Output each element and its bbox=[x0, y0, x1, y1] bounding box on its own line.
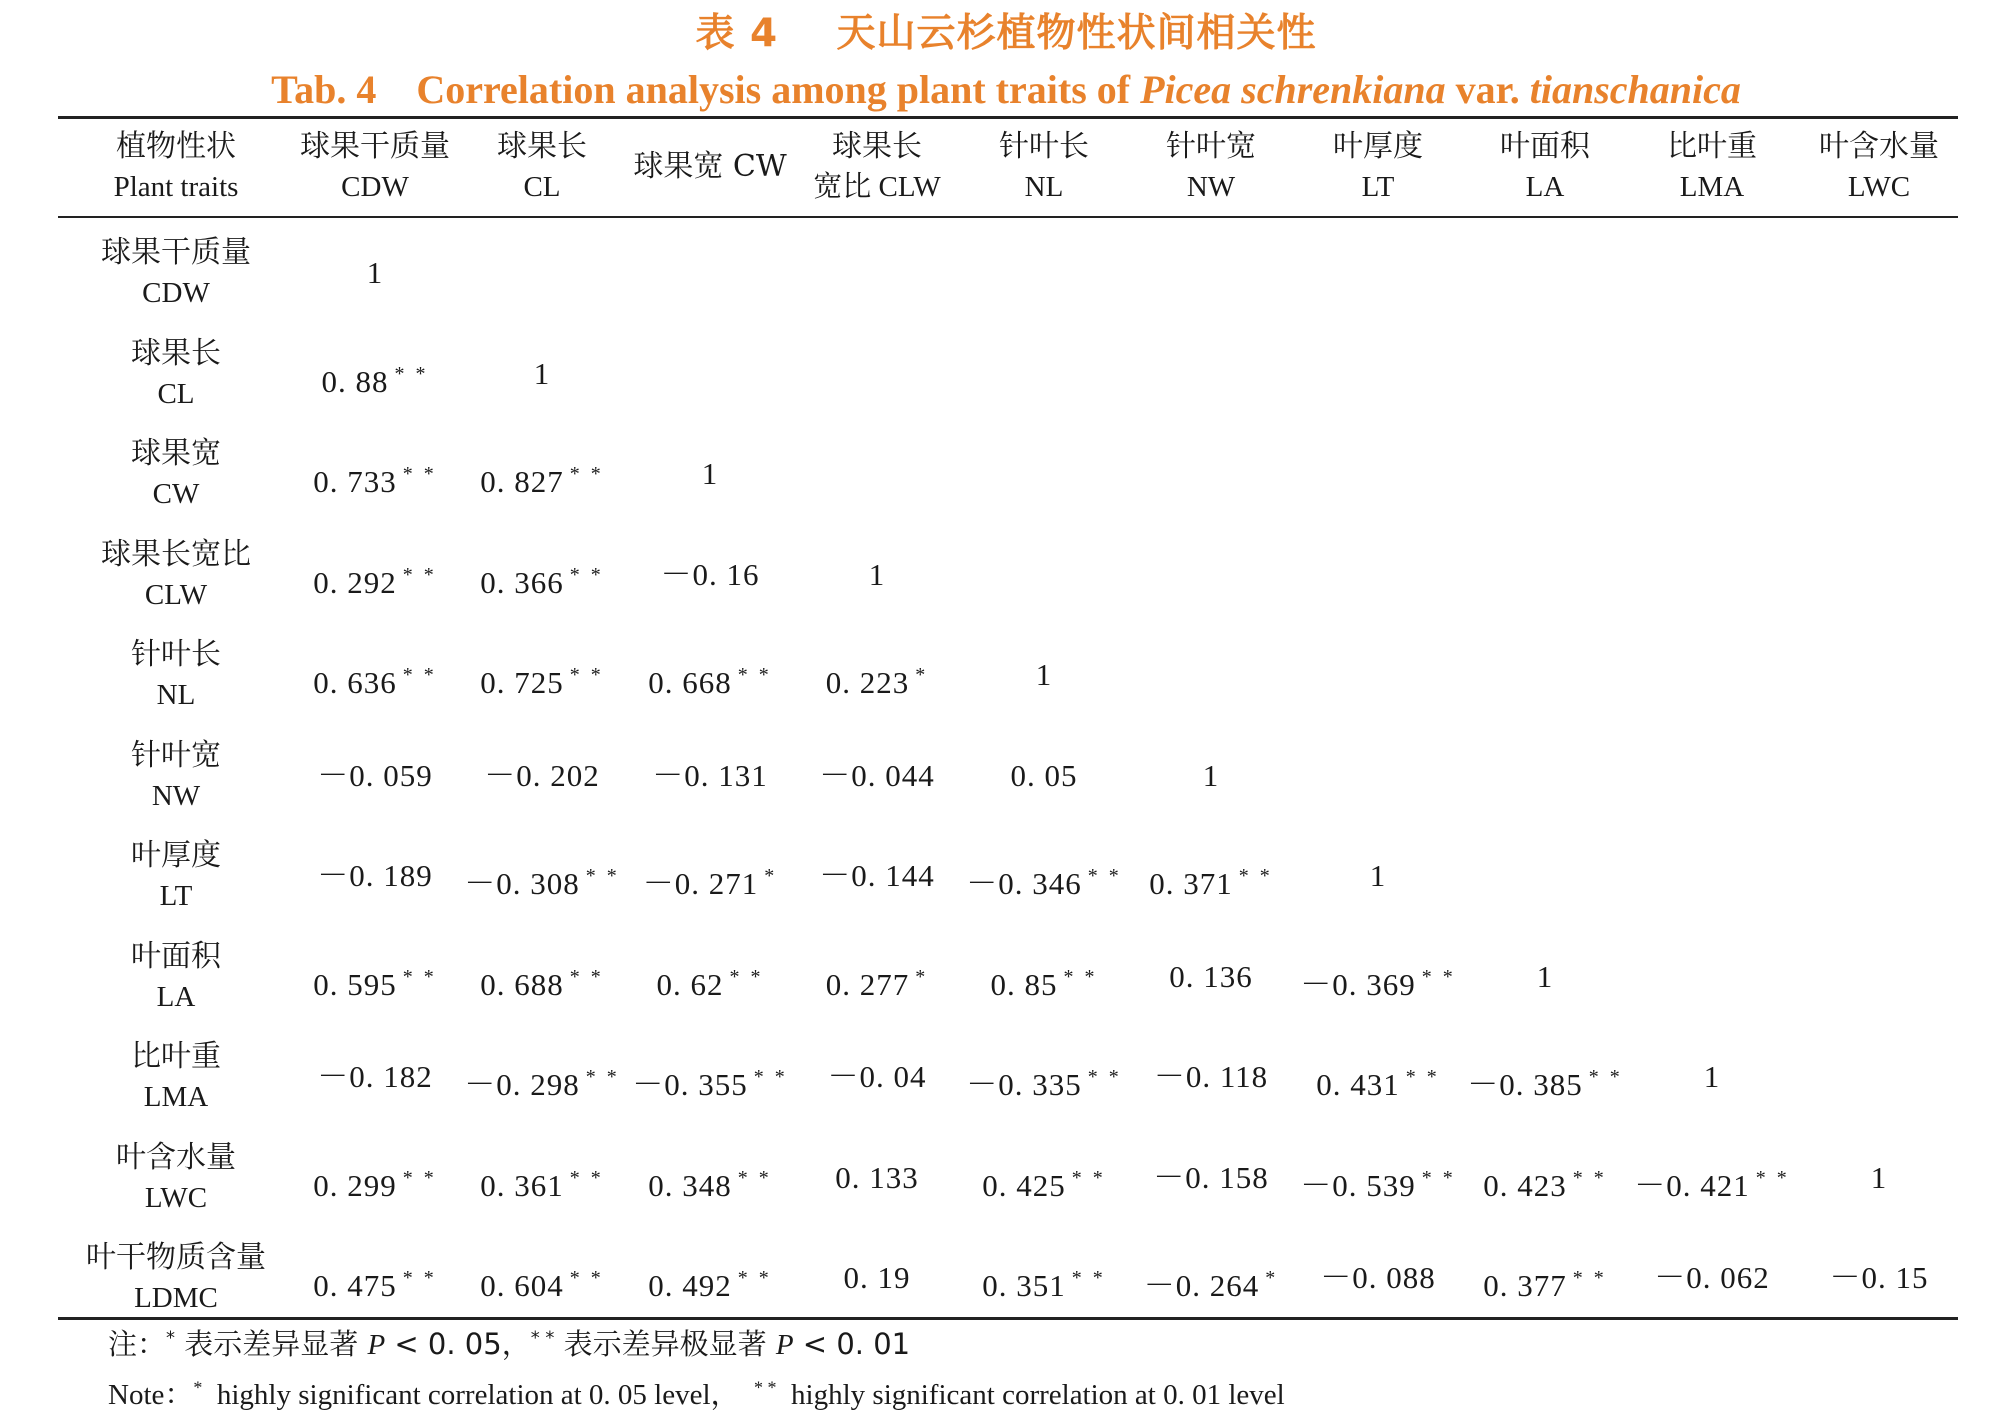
table-cell bbox=[1467, 1057, 1623, 1102]
cell-value: －0. 264 bbox=[1143, 1268, 1260, 1303]
row-label-en: LWC bbox=[144, 1181, 208, 1214]
column-header bbox=[633, 126, 786, 208]
row-label-cn: 针叶宽 bbox=[131, 737, 221, 773]
cell-value: －0. 189 bbox=[317, 858, 433, 893]
table-cell bbox=[1149, 856, 1273, 901]
column-header bbox=[497, 126, 587, 208]
table-cell bbox=[661, 555, 760, 595]
table-cell bbox=[990, 957, 1098, 1002]
cell-value: 0. 05 bbox=[1010, 757, 1078, 793]
table-cell bbox=[367, 253, 384, 293]
cell-value: 0. 136 bbox=[1169, 958, 1253, 994]
significance-mark: * * bbox=[1071, 1166, 1106, 1189]
table-cell bbox=[1143, 1258, 1279, 1303]
cell-value: 0. 292 bbox=[313, 564, 397, 600]
column-header-cn: 叶厚度 bbox=[1333, 129, 1423, 164]
row-label-en: LA bbox=[156, 980, 196, 1013]
row-label-cn: 球果宽 bbox=[131, 436, 221, 471]
column-header-en: NW bbox=[1186, 171, 1236, 203]
table-cell bbox=[966, 856, 1122, 901]
column-header bbox=[1166, 126, 1256, 208]
cell-value: 1 bbox=[1870, 1159, 1888, 1195]
column-header-en: LMA bbox=[1679, 171, 1745, 203]
cell-value: 0. 133 bbox=[835, 1159, 919, 1195]
column-header-en: CL bbox=[523, 171, 561, 203]
cell-value: －0. 118 bbox=[1153, 1059, 1269, 1094]
cell-value: 0. 377 bbox=[1483, 1268, 1567, 1303]
significance-mark: * * bbox=[1421, 965, 1456, 988]
cell-value: 0. 351 bbox=[982, 1268, 1066, 1303]
title-en-var: var. bbox=[1445, 67, 1530, 112]
significance-mark: * * bbox=[402, 664, 437, 686]
table-cell bbox=[966, 1057, 1122, 1102]
table-cell bbox=[825, 957, 929, 1002]
cell-value: －0. 346 bbox=[966, 866, 1082, 901]
cell-value: 0. 431 bbox=[1316, 1067, 1400, 1102]
cell-value: －0. 088 bbox=[1320, 1260, 1436, 1295]
cell-value: 0. 366 bbox=[480, 564, 564, 600]
cell-value: 1 bbox=[1035, 657, 1053, 692]
table-cell bbox=[313, 555, 437, 600]
header-rule bbox=[58, 216, 1958, 218]
table-cell bbox=[648, 1258, 772, 1303]
significance-mark: * * bbox=[1071, 1267, 1106, 1289]
table-cell bbox=[869, 555, 886, 595]
row-label bbox=[61, 731, 291, 821]
cell-value: 0. 733 bbox=[313, 464, 397, 499]
significance-mark: * * bbox=[1063, 965, 1098, 988]
row-label bbox=[61, 1032, 291, 1122]
cell-value: －0. 421 bbox=[1634, 1167, 1750, 1203]
significance-mark: * * bbox=[569, 664, 604, 686]
column-header-cn: 针叶长 bbox=[999, 129, 1089, 164]
table-cell bbox=[1483, 1158, 1607, 1203]
table-title-en bbox=[0, 66, 2012, 113]
column-header bbox=[1819, 126, 1939, 208]
row-label-en: CW bbox=[152, 478, 200, 510]
table-cell bbox=[844, 1258, 911, 1298]
row-label-en: CL bbox=[157, 377, 195, 410]
header-label-en: Plant traits bbox=[113, 171, 239, 203]
table-cell bbox=[632, 1057, 788, 1102]
significance-mark: * * bbox=[1572, 1267, 1607, 1289]
significance-mark: * * bbox=[402, 463, 437, 485]
column-header-en: LWC bbox=[1847, 171, 1911, 203]
cell-value: －0. 059 bbox=[317, 757, 433, 793]
note-cn-text2: < 0. 05， bbox=[385, 1327, 531, 1361]
table-cell bbox=[317, 1057, 433, 1097]
significance-mark: * * bbox=[402, 563, 437, 586]
table-cell bbox=[1203, 756, 1220, 796]
table-cell bbox=[317, 856, 433, 896]
row-label bbox=[61, 429, 291, 519]
row-label-cn: 球果干质量 bbox=[101, 235, 251, 270]
note-cn-p1: P bbox=[367, 1329, 386, 1361]
note-cn-text1: 表示差异显著 bbox=[175, 1327, 368, 1361]
row-label bbox=[61, 1133, 291, 1223]
table-cell bbox=[1634, 1158, 1790, 1203]
column-header-cn: 叶含水量 bbox=[1819, 129, 1939, 164]
row-label-cn: 比叶重 bbox=[131, 1039, 221, 1074]
cell-value: －0. 131 bbox=[652, 757, 768, 793]
table-cell bbox=[648, 655, 772, 700]
table-cell bbox=[480, 555, 604, 600]
table-cell bbox=[652, 756, 768, 796]
cell-value: 1 bbox=[868, 556, 886, 592]
column-header-cn: 叶面积 bbox=[1500, 129, 1590, 164]
cell-value: 1 bbox=[1703, 1059, 1721, 1094]
cell-value: 1 bbox=[1536, 958, 1554, 994]
significance-mark: * * bbox=[1588, 1066, 1623, 1088]
row-label-cn: 叶干物质含量 bbox=[86, 1240, 266, 1275]
row-label-cn: 叶含水量 bbox=[116, 1139, 236, 1175]
table-cell bbox=[828, 1057, 927, 1097]
table-cell bbox=[1871, 1158, 1888, 1198]
cell-value: 0. 827 bbox=[480, 464, 564, 499]
row-label-en: LMA bbox=[143, 1081, 209, 1113]
significance-mark: * * bbox=[569, 1267, 604, 1289]
note-en-star1: * bbox=[193, 1377, 203, 1398]
table-cell bbox=[819, 756, 935, 796]
row-label-cn: 叶面积 bbox=[131, 938, 221, 974]
cell-value: －0. 539 bbox=[1300, 1167, 1416, 1203]
table-cell bbox=[317, 756, 433, 796]
header-plant-traits bbox=[114, 126, 239, 208]
column-header-en: NL bbox=[1024, 171, 1064, 203]
row-label bbox=[61, 530, 291, 620]
table-cell bbox=[480, 1158, 604, 1203]
note-en-prefix: Note： bbox=[108, 1379, 194, 1411]
column-header bbox=[999, 126, 1089, 208]
cell-value: 0. 725 bbox=[480, 665, 564, 700]
significance-mark: * * bbox=[1238, 865, 1273, 887]
table-cell bbox=[1036, 655, 1053, 695]
note-en-star2: * * bbox=[754, 1377, 777, 1398]
column-header-en: LA bbox=[1525, 171, 1565, 203]
note-cn-star2: * * bbox=[530, 1327, 555, 1349]
table-cell bbox=[480, 454, 604, 499]
column-header-en: LT bbox=[1361, 171, 1395, 203]
row-label-cn: 球果长 bbox=[131, 335, 221, 371]
row-label bbox=[61, 831, 291, 921]
bottom-rule bbox=[58, 1317, 1958, 1320]
column-header-cn: 球果长 bbox=[832, 129, 922, 164]
table-cell bbox=[1153, 1158, 1269, 1198]
row-label-en: LT bbox=[159, 880, 193, 912]
significance-mark: * bbox=[915, 664, 929, 686]
cell-value: 0. 595 bbox=[313, 966, 397, 1002]
table-cell bbox=[835, 1158, 919, 1198]
table-cell bbox=[1154, 1057, 1268, 1097]
cell-value: 0. 636 bbox=[313, 665, 397, 700]
cell-value: 0. 223 bbox=[825, 665, 910, 700]
table-cell bbox=[313, 957, 437, 1002]
significance-mark: * * bbox=[1405, 1066, 1440, 1088]
cell-value: 1 bbox=[1369, 858, 1387, 893]
significance-mark: * * bbox=[1087, 865, 1122, 887]
cell-value: －0. 385 bbox=[1467, 1067, 1583, 1102]
table-title-cn: 表 4 天山云杉植物性状间相关性 bbox=[695, 11, 1317, 56]
significance-mark: * * bbox=[585, 1066, 620, 1088]
row-label-en: NL bbox=[156, 679, 196, 711]
significance-mark: * bbox=[915, 965, 929, 988]
significance-mark: * * bbox=[402, 1267, 437, 1289]
significance-mark: * * bbox=[585, 865, 620, 887]
table-cell bbox=[480, 655, 604, 700]
significance-mark: * * bbox=[394, 362, 429, 385]
cell-value: －0. 369 bbox=[1300, 966, 1416, 1002]
table-cell bbox=[819, 856, 935, 896]
column-header-cn: 球果干质量 bbox=[300, 129, 450, 164]
row-label-en: CDW bbox=[142, 277, 210, 309]
column-header bbox=[1333, 126, 1423, 208]
row-label bbox=[61, 932, 291, 1022]
cell-value: 0. 277 bbox=[825, 966, 910, 1002]
cell-value: 0. 492 bbox=[648, 1268, 732, 1303]
cell-value: －0. 182 bbox=[317, 1059, 433, 1094]
table-cell bbox=[1537, 957, 1554, 997]
note-cn-prefix: 注： bbox=[108, 1327, 167, 1361]
cell-value: －0. 16 bbox=[660, 556, 760, 592]
table-cell bbox=[464, 1057, 620, 1102]
significance-mark: * * bbox=[737, 664, 772, 686]
row-label-cn: 球果长宽比 bbox=[101, 536, 251, 572]
note-cn-p2: P bbox=[775, 1329, 794, 1361]
table-cell bbox=[321, 354, 429, 399]
significance-mark: * * bbox=[569, 463, 604, 485]
table-cell bbox=[702, 454, 719, 494]
significance-mark: * bbox=[764, 865, 778, 887]
table-cell bbox=[313, 454, 437, 499]
cell-value: 0. 85 bbox=[990, 966, 1058, 1002]
cell-value: 0. 604 bbox=[480, 1268, 564, 1303]
cell-value: 0. 62 bbox=[656, 966, 724, 1002]
row-label-en: LDMC bbox=[134, 1282, 218, 1314]
table-cell bbox=[313, 1258, 437, 1303]
cell-value: －0. 298 bbox=[464, 1067, 580, 1102]
table-cell bbox=[464, 856, 620, 901]
significance-mark: * * bbox=[569, 1166, 604, 1189]
title-en-species: Picea schrenkiana bbox=[1140, 67, 1446, 112]
cell-value: 1 bbox=[366, 255, 384, 290]
cell-value: 0. 668 bbox=[648, 665, 732, 700]
cell-value: 1 bbox=[701, 456, 719, 491]
table-cell bbox=[648, 1158, 772, 1203]
note-cn-star1: * bbox=[166, 1327, 176, 1349]
significance-mark: * * bbox=[402, 965, 437, 988]
row-label-cn: 针叶长 bbox=[131, 637, 221, 672]
cell-value: 0. 425 bbox=[982, 1167, 1066, 1203]
table-cell bbox=[484, 756, 600, 796]
table-cell bbox=[1300, 1158, 1456, 1203]
cell-value: －0. 202 bbox=[484, 757, 600, 793]
significance-mark: * * bbox=[402, 1166, 437, 1189]
table-cell bbox=[642, 856, 778, 901]
table-cell bbox=[534, 354, 551, 394]
significance-mark: * * bbox=[1087, 1066, 1122, 1088]
cell-value: －0. 355 bbox=[632, 1067, 748, 1102]
cell-value: 0. 423 bbox=[1483, 1167, 1567, 1203]
table-cell bbox=[1320, 1258, 1436, 1298]
title-en-prefix: Tab. 4 Correlation analysis among plant traits of bbox=[271, 67, 1141, 112]
row-label-en: CLW bbox=[144, 578, 208, 611]
significance-mark: * * bbox=[1572, 1166, 1607, 1189]
table-cell bbox=[1654, 1258, 1770, 1298]
cell-value: 0. 475 bbox=[313, 1268, 397, 1303]
cell-value: －0. 335 bbox=[966, 1067, 1082, 1102]
cell-value: 0. 19 bbox=[843, 1260, 911, 1295]
row-label-en: NW bbox=[151, 779, 201, 812]
cell-value: －0. 144 bbox=[819, 858, 935, 893]
note-en-text2: highly significant correlation at 0. 01 level bbox=[776, 1379, 1285, 1411]
column-header bbox=[1500, 126, 1590, 208]
table-cell bbox=[1830, 1258, 1929, 1298]
table-cell bbox=[1483, 1258, 1607, 1303]
cell-value: 0. 88 bbox=[321, 363, 389, 399]
significance-mark: * * bbox=[1421, 1166, 1456, 1189]
table-cell bbox=[982, 1158, 1106, 1203]
column-header-cn: 球果长 bbox=[497, 129, 587, 164]
cell-value: －0. 062 bbox=[1654, 1260, 1770, 1295]
cell-value: －0. 308 bbox=[464, 866, 580, 901]
column-header bbox=[1667, 126, 1757, 208]
table-cell bbox=[1169, 957, 1253, 997]
cell-value: －0. 158 bbox=[1153, 1159, 1269, 1195]
table-cell bbox=[1011, 756, 1078, 796]
note-en bbox=[108, 1372, 1285, 1413]
column-header bbox=[300, 126, 450, 208]
significance-mark: * * bbox=[569, 563, 604, 586]
table-cell bbox=[656, 957, 764, 1002]
note-cn bbox=[108, 1322, 910, 1363]
cell-value: －0. 04 bbox=[827, 1059, 927, 1094]
table-cell bbox=[1316, 1057, 1440, 1102]
column-header-en: CDW bbox=[341, 171, 409, 203]
table-cell bbox=[313, 1158, 437, 1203]
table-cell bbox=[480, 1258, 604, 1303]
significance-mark: * * bbox=[753, 1066, 788, 1088]
row-label bbox=[61, 1233, 291, 1323]
significance-mark: * * bbox=[737, 1166, 772, 1189]
note-cn-text3: 表示差异极显著 bbox=[554, 1327, 776, 1361]
cell-value: 1 bbox=[1202, 757, 1220, 793]
column-header-cn: 球果宽 CW bbox=[633, 149, 787, 184]
table-cell bbox=[1370, 856, 1387, 896]
header-label-cn: 植物性状 bbox=[115, 129, 236, 164]
cell-value: －0. 044 bbox=[819, 757, 935, 793]
cell-value: 1 bbox=[533, 355, 551, 391]
note-en-text1: highly significant correlation at 0. 05 level， bbox=[202, 1379, 755, 1411]
column-header-cn: 比叶重 bbox=[1667, 129, 1757, 164]
cell-value: 0. 348 bbox=[648, 1167, 732, 1203]
column-header bbox=[813, 126, 941, 208]
table-cell bbox=[1704, 1057, 1721, 1097]
significance-mark: * * bbox=[729, 965, 764, 988]
row-label bbox=[61, 228, 291, 318]
table-cell bbox=[313, 655, 437, 700]
column-header-en: 宽比 CLW bbox=[813, 171, 941, 203]
top-rule bbox=[58, 116, 1958, 119]
table-cell bbox=[1300, 957, 1456, 1002]
title-en-subspecies: tianschanica bbox=[1529, 67, 1741, 112]
column-header-cn: 针叶宽 bbox=[1166, 129, 1256, 164]
table-cell bbox=[982, 1258, 1106, 1303]
table-cell bbox=[825, 655, 929, 700]
note-cn-text4: < 0. 01 bbox=[793, 1327, 911, 1361]
significance-mark: * * bbox=[569, 965, 604, 988]
cell-value: 0. 299 bbox=[313, 1167, 397, 1203]
row-label bbox=[61, 630, 291, 720]
row-label-cn: 叶厚度 bbox=[131, 838, 221, 873]
cell-value: 0. 361 bbox=[480, 1167, 564, 1203]
cell-value: 0. 688 bbox=[480, 966, 564, 1002]
cell-value: －0. 271 bbox=[642, 866, 759, 901]
significance-mark: * bbox=[1265, 1267, 1279, 1289]
cell-value: －0. 15 bbox=[1829, 1260, 1929, 1295]
cell-value: 0. 371 bbox=[1149, 866, 1233, 901]
significance-mark: * * bbox=[1755, 1166, 1790, 1189]
row-label bbox=[61, 329, 291, 419]
table-cell bbox=[480, 957, 604, 1002]
significance-mark: * * bbox=[737, 1267, 772, 1289]
